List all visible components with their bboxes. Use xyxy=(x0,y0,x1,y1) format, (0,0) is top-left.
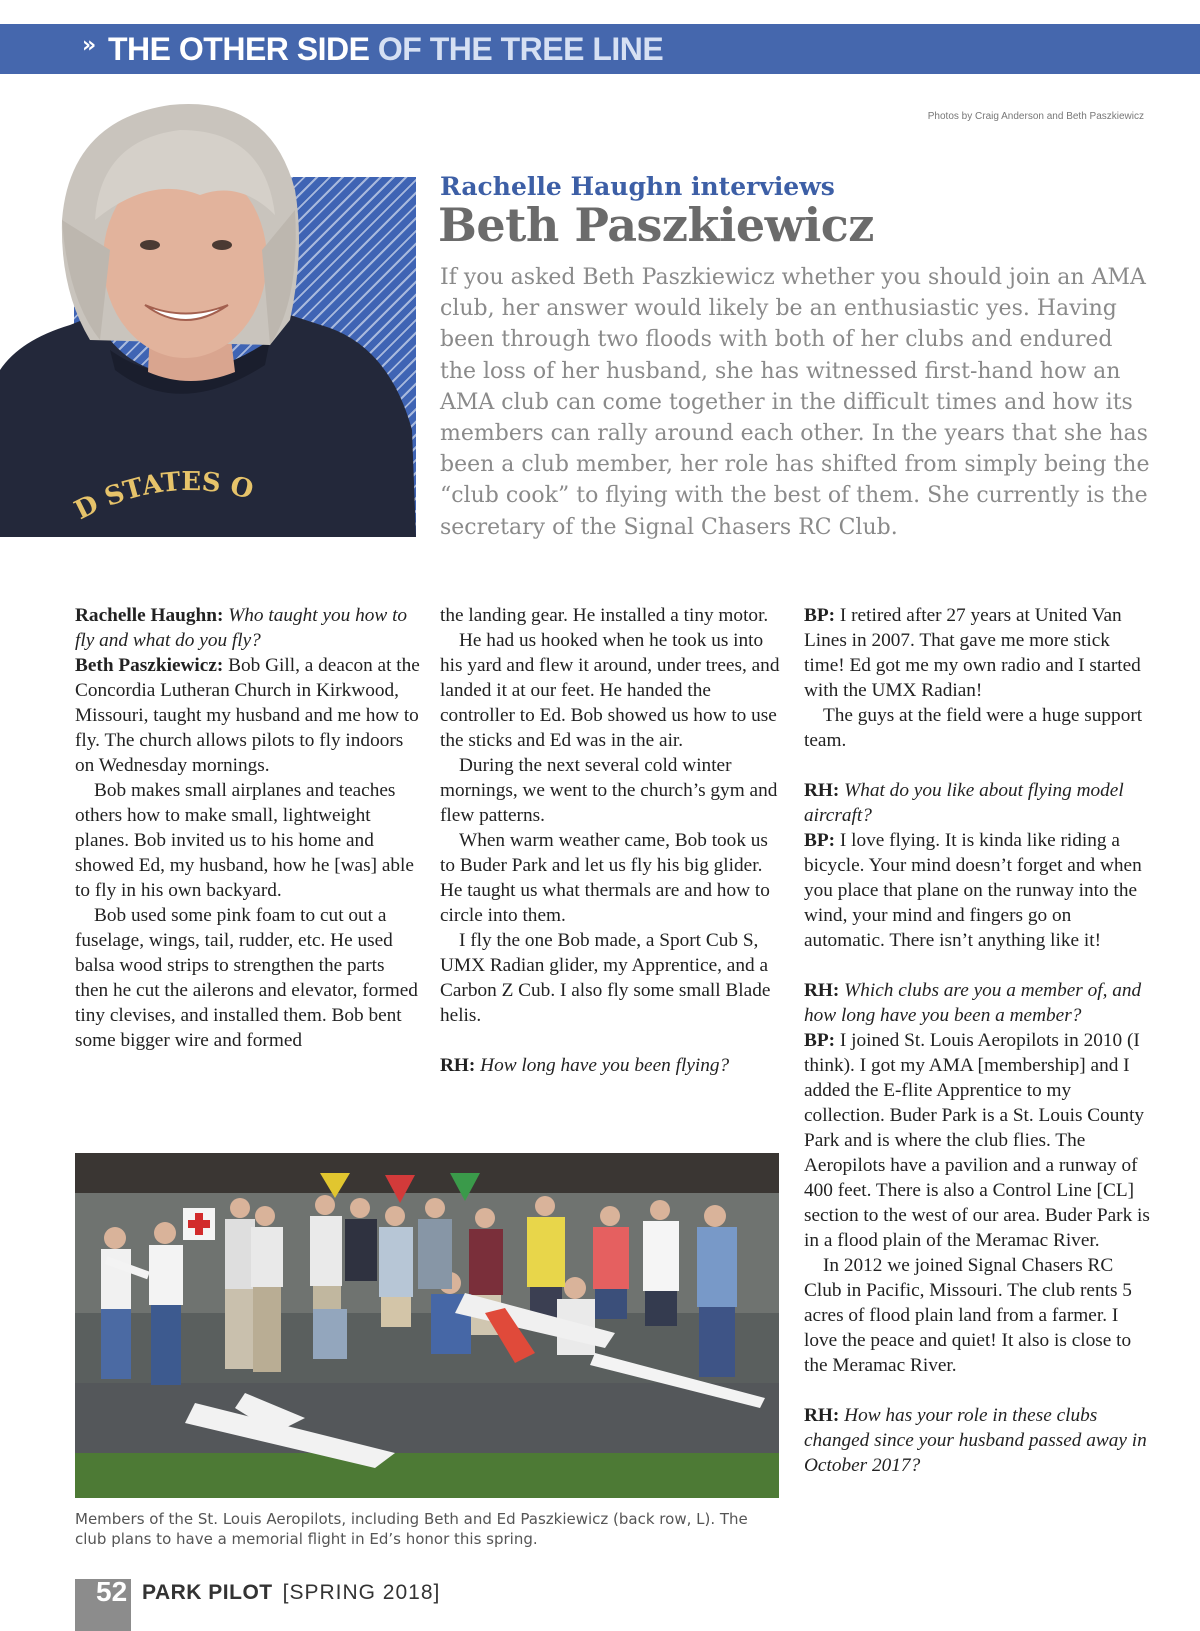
question-paragraph xyxy=(804,1403,1154,1478)
photo-credit: Photos by Craig Anderson and Beth Paszkiewicz xyxy=(927,111,1144,122)
answer-paragraph xyxy=(804,1028,1154,1253)
body-paragraph: the landing gear. He installed a tiny motor. xyxy=(440,605,769,626)
speaker-label: Beth Paszkiewicz: xyxy=(75,655,224,676)
speaker-label: Rachelle Haughn: xyxy=(75,605,224,626)
question-text: Who taught you how to fly and what do you fly? xyxy=(75,605,408,651)
question-text: How long have you been flying? xyxy=(475,1055,730,1076)
body-paragraph: When warm weather came, Bob took us to Buder Park and let us fly his big glider. He taught us what thermals are and how to circle into them. xyxy=(440,830,770,926)
publication-name: PARK PILOT xyxy=(142,1581,273,1604)
portrait-photo xyxy=(0,100,416,537)
speaker-label: BP: xyxy=(804,830,836,851)
body-paragraph: I fly the one Bob made, a Sport Cub S, UMX Radian glider, my Apprentice, and a Carbon Z Cub. I also fly some small Blade helis. xyxy=(440,930,771,1026)
issue-label: [SPRING 2018] xyxy=(282,1581,441,1604)
article-title: Beth Paszkiewicz xyxy=(438,198,874,252)
answer-text: I love flying. It is kinda like riding a bicycle. Your mind doesn’t forget and when you place that plane on the runway into the wind, your mind and fingers go on automatic. There isn’t anything like it! xyxy=(804,830,1142,951)
question-paragraph xyxy=(75,603,420,653)
section-title xyxy=(108,31,663,68)
section-title-secondary: OF THE TREE LINE xyxy=(369,31,664,67)
body-paragraph: During the next several cold winter mornings, we went to the church’s gym and flew patterns. xyxy=(440,755,778,826)
answer-paragraph xyxy=(804,603,1154,703)
section-banner xyxy=(0,24,1200,74)
speaker-label: RH: xyxy=(804,780,840,801)
question-text: Which clubs are you a member of, and how long have you been a member? xyxy=(804,980,1142,1026)
article-column-2 xyxy=(440,603,785,1078)
section-title-primary: THE OTHER SIDE xyxy=(108,31,370,67)
speaker-label: RH: xyxy=(804,980,840,1001)
article-intro: If you asked Beth Paszkiewicz whether you should join an AMA club, her answer would likely be an enthusiastic yes. Having been through two floods with both of her clubs and endured the loss of her husband, she has witnessed first-hand how an AMA club can come together in the difficult times and how its members can rally around each other. In the years that she has been a club member, her role has shifted from simply being the “club cook” to flying with the best of them. She currently is the secretary of the Signal Chasers RC Club. xyxy=(440,265,1150,540)
answer-text: I retired after 27 years at United Van Lines in 2007. That gave me more stick time! Ed got me my own radio and I started with the UMX Radian! xyxy=(804,605,1141,701)
speaker-label: RH: xyxy=(440,1055,476,1076)
photo-caption: Members of the St. Louis Aeropilots, including Beth and Ed Paszkiewicz (back row, L). The club plans to have a memorial flight in Ed’s honor this spring. xyxy=(75,1510,748,1548)
body-paragraph: He had us hooked when he took us into his yard and flew it around, under trees, and landed it at our feet. He handed the controller to Ed. Bob showed us how to use the sticks and Ed was in the air. xyxy=(440,630,780,751)
question-paragraph xyxy=(804,778,1154,828)
group-photo xyxy=(75,1153,779,1498)
answer-text: Bob Gill, a deacon at the Concordia Lutheran Church in Kirkwood, Missouri, taught my husband and me how to fly. The church allows pilots to fly indoors on Wednesday mornings. xyxy=(75,655,420,776)
page-number: 52 xyxy=(96,1576,128,1607)
double-chevron-icon: » xyxy=(82,33,97,58)
body-paragraph: In 2012 we joined Signal Chasers RC Club in Pacific, Missouri. The club rents 5 acres of flood plain land from a farmer. I love the peace and quiet! It also is close to the Meramac River. xyxy=(804,1255,1132,1376)
body-paragraph: The guys at the field were a huge support team. xyxy=(804,705,1143,751)
question-paragraph xyxy=(804,978,1154,1028)
answer-paragraph xyxy=(804,828,1154,953)
answer-paragraph xyxy=(75,653,420,778)
article-byline: Rachelle Haughn interviews xyxy=(440,172,835,201)
question-text: What do you like about flying model aircraft? xyxy=(804,780,1124,826)
article-column-3 xyxy=(804,603,1154,1478)
speaker-label: BP: xyxy=(804,1030,836,1051)
body-paragraph: Bob makes small airplanes and teaches others how to make small, lightweight planes. Bob invited us to his home and showed Ed, my husband, how he [was] able to fly in his own backyard. xyxy=(75,780,414,901)
shirt-emblem-text: D STATES O xyxy=(69,466,257,526)
speaker-label: RH: xyxy=(804,1405,840,1426)
speaker-label: BP: xyxy=(804,605,836,626)
question-text: How has your role in these clubs changed since your husband passed away in October 2017? xyxy=(804,1405,1147,1476)
question-paragraph xyxy=(440,1053,785,1078)
answer-text: I joined St. Louis Aeropilots in 2010 (I think). I got my AMA [membership] and I added the E-flite Apprentice to my collection. Buder Park is a St. Louis County Park and is where the club flies. The Aeropilots have a pavilion and a runway of 400 feet. There is also a Control Line [CL] section to the west of our area. Buder Park is in a flood plain of the Meramac River. xyxy=(804,1030,1150,1251)
article-column-1 xyxy=(75,603,420,1053)
footer-publication xyxy=(142,1581,440,1605)
body-paragraph: Bob used some pink foam to cut out a fuselage, wings, tail, rudder, etc. He used balsa wood strips to strengthen the parts then he cut the ailerons and elevator, formed tiny clevises, and installed them. Bob bent some bigger wire and formed xyxy=(75,905,418,1051)
